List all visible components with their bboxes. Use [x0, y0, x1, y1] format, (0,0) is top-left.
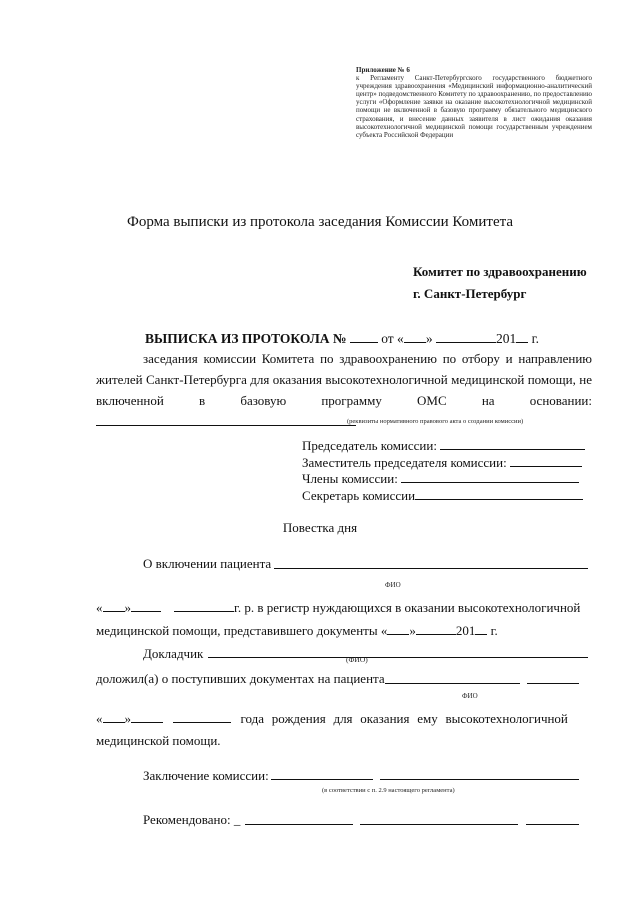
documents-year-prefix: 201 [455, 623, 476, 638]
birth-day-quote-open: « [96, 600, 103, 615]
conclusion-label: Заключение комиссии: [143, 768, 269, 783]
protocol-year-prefix: 201 [495, 331, 517, 346]
reported-patient-field-2[interactable] [527, 683, 579, 684]
reported-patient-field[interactable] [385, 683, 520, 684]
commission-members [302, 437, 585, 503]
birth2-text: года рождения для оказания ему высокотехнологичной [240, 711, 568, 726]
recommended-field[interactable] [245, 824, 353, 825]
basis-field[interactable] [96, 414, 356, 426]
secretary-label: Секретарь комиссии [302, 487, 416, 503]
birth2-quote-close: » [124, 711, 131, 726]
birth-month-field[interactable] [131, 599, 161, 612]
speaker-label: Докладчик [143, 646, 204, 661]
documents-year-field[interactable] [475, 622, 487, 635]
documents-month-field[interactable] [416, 622, 456, 635]
addressee-city: г. Санкт-Петербург [413, 286, 527, 301]
protocol-heading-line [145, 330, 539, 347]
protocol-month-field[interactable] [436, 330, 496, 343]
birth2-day-field[interactable] [103, 710, 125, 723]
birth2-month-field[interactable] [131, 710, 163, 723]
birth-day-field[interactable] [103, 599, 125, 612]
protocol-year-suffix: г. [528, 331, 539, 346]
birth2-text-continued: медицинской помощи. [96, 733, 221, 748]
protocol-quote-close: » [425, 331, 433, 346]
addressee-committee: Комитет по здравоохранению [413, 264, 587, 279]
protocol-from: от « [381, 331, 404, 346]
conclusion-field[interactable] [271, 779, 373, 780]
secretary-field[interactable] [415, 487, 583, 500]
recommended-label: Рекомендовано: _ [143, 812, 241, 827]
members-field[interactable] [401, 470, 579, 483]
recommended-field-3[interactable] [526, 824, 579, 825]
conclusion-hint: (в соответствии с п. 2.9 настоящего регламента) [322, 787, 455, 794]
documents-line [96, 622, 498, 639]
appendix-title: Приложение № 6 [356, 66, 410, 74]
birth-line [96, 710, 568, 727]
documents-year-suffix: г. [487, 623, 498, 638]
conclusion-field-2[interactable] [380, 779, 579, 780]
birth-day-quote-close: » [124, 600, 131, 615]
vice-chair-field[interactable] [510, 454, 582, 467]
appendix-block [356, 66, 592, 139]
protocol-year-field[interactable] [516, 330, 528, 343]
meeting-paragraph-text: заседания комиссии Комитета по здравоохранению по отбору и направлению жителей Санкт-Петербурга для оказания высокотехнологичной медицинской помощи, не включенной в базовую программу ОМС на основании: [96, 351, 592, 408]
members-label: Члены комиссии: [302, 471, 398, 486]
agenda-title: Повестка дня [282, 520, 358, 535]
birth-registry-text: г. р. в регистр нуждающихся в оказании высокотехнологичной [234, 600, 581, 615]
form-title: Форма выписки из протокола заседания Комиссии Комитета [126, 214, 514, 230]
reported-text: доложил(а) о поступивших документах на пациента [96, 671, 385, 686]
patient-name-field[interactable] [274, 568, 588, 569]
protocol-number-field[interactable] [350, 330, 378, 343]
documents-day-field[interactable] [387, 622, 409, 635]
birth2-year-field[interactable] [173, 710, 231, 723]
chair-label: Председатель комиссии: [302, 438, 437, 453]
inclusion-fio-hint: ФИО [385, 581, 401, 589]
appendix-text: к Регламенту Санкт-Петербургского государственного бюджетного учреждения здравоохранения «Медицинский информационно-аналитический центр» подведомственного Комитету по здравоохранению, по предоставлению услуги «Оформление заявки на оказание высокотехнологичной медицинской помощи не включенной в базовую программу обязательного медицинского страхования, и внесение данных заявителя в лист ожидания оказания высокотехнологичной медицинской помощи государственным учреждением субъекта Российской Федерации [356, 74, 592, 139]
birth-registry-line [96, 599, 580, 616]
documents-text: медицинской помощи, представившего документы « [96, 623, 388, 638]
recommended-field-2[interactable] [360, 824, 518, 825]
documents-quote-close: » [409, 623, 416, 638]
vice-chair-label: Заместитель председателя комиссии: [302, 454, 507, 470]
birth-year-field[interactable] [174, 599, 234, 612]
speaker-field[interactable] [208, 657, 588, 658]
requisites-hint: (реквизиты нормативного правового акта о создании комиссии) [347, 418, 524, 425]
chair-field[interactable] [440, 437, 585, 450]
birth2-quote-open: « [96, 711, 103, 726]
protocol-heading: ВЫПИСКА ИЗ ПРОТОКОЛА № [145, 331, 347, 346]
protocol-day-field[interactable] [404, 330, 426, 343]
inclusion-label: О включении пациента [143, 556, 272, 571]
reported-fio-hint: ФИО [462, 692, 478, 700]
speaker-fio-hint: (ФИО) [346, 655, 368, 664]
